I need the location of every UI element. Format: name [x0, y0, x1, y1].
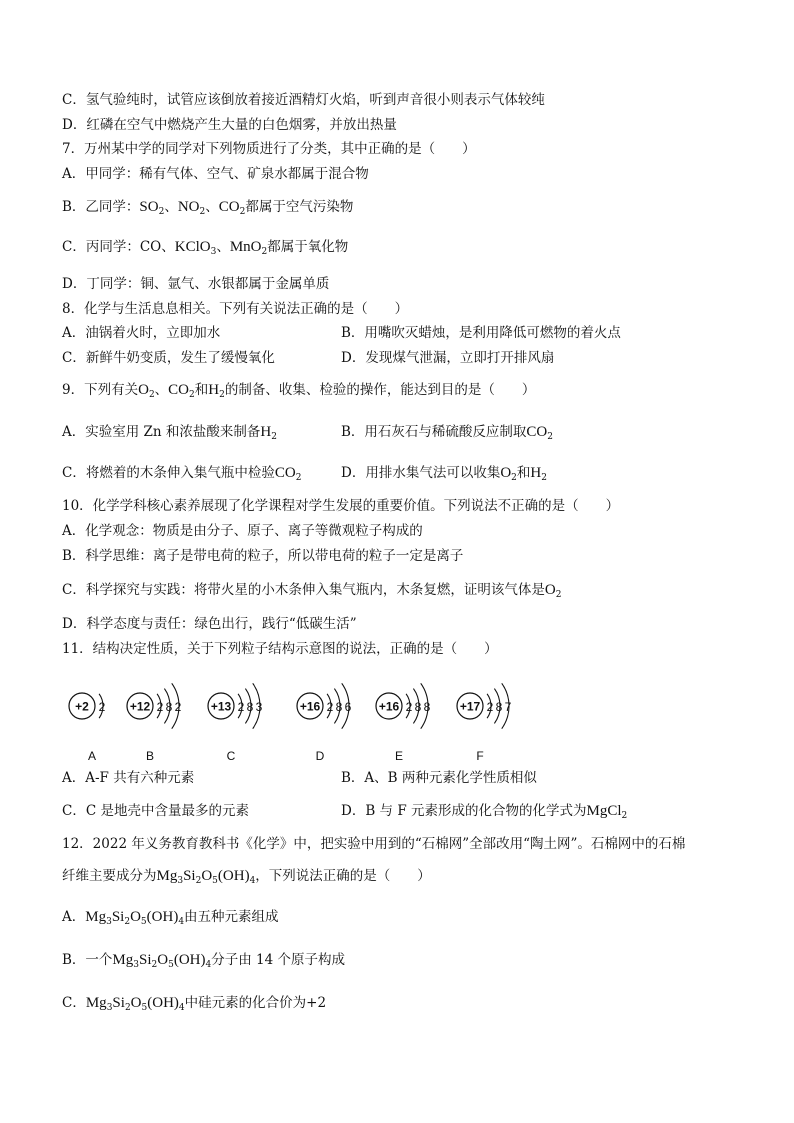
q7-b-formula-1: SO [139, 199, 159, 215]
q11-d-sub: 2 [621, 811, 628, 821]
q9-d-formula-2: H [530, 465, 542, 481]
shell-electron-count: 7 [504, 700, 512, 714]
q9-stem [62, 380, 535, 400]
formula-mg: Mg [85, 909, 107, 925]
q8-option-d: D．发现煤气泄漏，立即打开排风扇 [341, 350, 555, 366]
formula-mg: Mg [156, 868, 178, 884]
q7-option-b [62, 197, 353, 217]
q10-option-d: D．科学态度与责任：绿色出行，践行“低碳生活” [62, 616, 357, 632]
formula-o: O [157, 952, 169, 968]
q9-option-c [62, 463, 301, 483]
q9-option-b [341, 422, 553, 442]
q12-b-prefix: B．一个 [62, 952, 113, 968]
q11-option-a: A．A-F 共有六种元素 [62, 770, 195, 786]
atom-diagram-b [127, 683, 182, 763]
formula-o-count: 5 [168, 960, 174, 970]
formula-oh-count: 4 [205, 960, 212, 970]
atom-diagram-c [208, 683, 263, 763]
atom-diagram-f [457, 683, 512, 763]
q12-c-prefix: C． [62, 995, 86, 1011]
q12-stem-line-2 [62, 866, 431, 886]
formula-mg-count: 3 [177, 876, 184, 886]
q8-option-a: A．油锅着火时，立即加水 [62, 325, 221, 341]
q12-c-suffix: 中硅元素的化合价为+2 [184, 995, 327, 1011]
formula-si-count: 2 [151, 960, 158, 970]
q9-option-a [62, 422, 277, 442]
q9-d-sub-1: 2 [511, 473, 517, 483]
q9-d-sub-2: 2 [541, 473, 547, 483]
q9-d-mid: 和 [516, 465, 531, 481]
q11-option-d [341, 801, 627, 821]
q7-option-d: D．丁同学：铜、氩气、水银都属于金属单质 [62, 276, 330, 292]
q12-formula-b [112, 952, 211, 968]
q7-b-prefix: B．乙同学： [62, 199, 140, 215]
q7-c-sub-1: 3 [210, 247, 217, 257]
q7-c-prefix: C．丙同学：CO、 [62, 239, 175, 255]
formula-o: O [201, 868, 213, 884]
atom-diagram-d [297, 683, 352, 763]
formula-si: Si [139, 952, 152, 968]
q9-sep-1: 、 [154, 382, 169, 398]
q7-b-sub-3: 2 [239, 207, 246, 217]
formula-o-count: 5 [140, 917, 147, 927]
formula-mg-count: 3 [106, 917, 112, 927]
formula-mg: Mg [112, 952, 134, 968]
q8-option-c: C．新鲜牛奶变质，发生了缓慢氧化 [62, 350, 275, 366]
q7-c-sep: 、 [216, 239, 230, 255]
q12-option-a [62, 907, 279, 927]
formula-mg-count: 3 [106, 1003, 113, 1013]
formula-mg: Mg [85, 995, 107, 1011]
atom-label: F [476, 749, 484, 763]
q10-c-sub: 2 [555, 590, 562, 600]
nucleus-charge: +16 [378, 699, 400, 714]
q12-option-b [62, 950, 345, 970]
q7-option-c [62, 237, 348, 257]
q7-b-sep-1: 、 [164, 199, 178, 215]
q7-c-suffix: 都属于氧化物 [267, 239, 349, 255]
q9-formula-o2: O [138, 382, 149, 398]
q9-b-formula: CO [526, 424, 548, 440]
q9-a-sub: 2 [271, 432, 277, 442]
q7-b-sub-1: 2 [158, 207, 165, 217]
q9-c-formula: CO [274, 465, 296, 481]
q9-formula-co2: CO [168, 382, 190, 398]
q9-a-prefix: A．实验室用 Zn 和浓盐酸来制备 [62, 424, 261, 440]
atom-label: D [315, 749, 325, 763]
q9-c-prefix: C．将燃着的木条伸入集气瓶中检验 [62, 465, 275, 481]
q12-option-c [62, 993, 326, 1013]
atom-diagram-a [69, 693, 106, 763]
q7-c-formula-2: MnO [229, 239, 262, 255]
formula-oh-count: 4 [178, 917, 185, 927]
shell-electron-count: 8 [423, 700, 431, 714]
q9-d-formula-1: O [500, 465, 512, 481]
q7-c-sub-2: 2 [261, 247, 268, 257]
q12-formula-a [85, 909, 184, 925]
q7-b-formula-2: NO [177, 199, 200, 215]
shell-electron-count: 2 [486, 700, 494, 714]
q9-formula-h2: H [208, 382, 220, 398]
formula-si-count: 2 [124, 917, 131, 927]
shell-electron-count: 8 [246, 700, 254, 714]
formula-o: O [130, 995, 142, 1011]
q12-stem2-suffix: ，下列说法正确的是（ ） [255, 868, 431, 884]
shell-electron-count: 3 [255, 700, 263, 714]
formula-oh-count: 4 [249, 876, 256, 886]
q9-stem-suffix: 的制备、收集、检验的操作，能达到目的是（ ） [224, 382, 536, 398]
q7-c-formula-1: KClO [174, 239, 211, 255]
atom-label: C [226, 749, 236, 763]
q12-formula-stem [157, 868, 256, 884]
shell-electron-count: 8 [414, 700, 422, 714]
q8-stem: 8．化学与生活息息相关。下列有关说法正确的是（ ） [62, 301, 409, 317]
q7-b-sub-2: 2 [199, 207, 206, 217]
nucleus-charge: +17 [459, 699, 481, 714]
q10-c-formula: O [544, 582, 556, 598]
q10-c-prefix: C．科学探究与实践：将带火星的小木条伸入集气瓶内，木条复燃，证明该气体是 [62, 582, 545, 598]
q11-option-c: C．C 是地壳中含量最多的元素 [62, 803, 249, 819]
formula-o: O [130, 909, 141, 925]
q10-option-a: A．化学观念：物质是由分子、原子、离子等微观粒子构成的 [62, 523, 423, 539]
atom-label: E [394, 749, 404, 763]
atom-label: B [145, 749, 155, 763]
q9-b-sub: 2 [547, 432, 553, 442]
q11-stem: 11．结构决定性质，关于下列粒子结构示意图的说法，正确的是（ ） [62, 641, 498, 657]
formula-oh-count: 4 [178, 1003, 185, 1013]
formula-oh: (OH) [217, 868, 250, 884]
atomic-structure-diagrams [58, 668, 618, 768]
nucleus-charge: +12 [129, 699, 151, 714]
q9-stem-prefix: 9．下列有关 [62, 382, 139, 398]
shell-electron-count: 6 [344, 700, 352, 714]
q9-option-d [341, 463, 547, 483]
formula-si: Si [111, 909, 125, 925]
shell-electron-count: 8 [495, 700, 503, 714]
shell-electron-count: 8 [335, 700, 343, 714]
formula-oh: (OH) [147, 995, 179, 1011]
q12-b-suffix: 分子由 14 个原子构成 [211, 952, 345, 968]
shell-electron-count: 2 [174, 700, 182, 714]
q9-a-formula: H [260, 424, 272, 440]
shell-electron-count: 2 [237, 700, 245, 714]
q11-d-formula: MgCl [586, 803, 622, 819]
q9-sub-1: 2 [148, 390, 155, 400]
q12-stem2-prefix: 纤维主要成分为 [62, 868, 157, 884]
q12-a-suffix: 由五种元素组成 [184, 909, 279, 925]
shell-electron-count: 2 [405, 700, 413, 714]
shell-electron-count: 2 [98, 700, 106, 714]
q7-option-a: A．甲同学：稀有气体、空气、矿泉水都属于混合物 [62, 166, 369, 182]
formula-mg-count: 3 [133, 960, 139, 970]
q9-b-prefix: B．用石灰石与稀硫酸反应制取 [341, 424, 527, 440]
shell-electron-count: 8 [165, 700, 173, 714]
q9-c-sub: 2 [295, 473, 302, 483]
nucleus-charge: +16 [299, 699, 321, 714]
q9-d-prefix: D．用排水集气法可以收集 [341, 465, 501, 481]
shell-electron-count: 2 [326, 700, 334, 714]
q11-option-b: B．A、B 两种元素化学性质相似 [341, 770, 537, 786]
formula-si: Si [183, 868, 196, 884]
q8-option-b: B．用嘴吹灭蜡烛，是利用降低可燃物的着火点 [341, 325, 621, 341]
q10-stem: 10．化学学科核心素养展现了化学课程对学生发展的重要价值。下列说法不正确的是（ ） [62, 498, 620, 514]
nucleus-charge: +13 [210, 699, 232, 714]
q7-b-formula-3: CO [218, 199, 240, 215]
q7-b-sep-2: 、 [205, 199, 219, 215]
q6-option-c: C．氢气验纯时，试管应该倒放着接近酒精灯火焰，听到声音很小则表示气体较纯 [62, 92, 545, 108]
formula-oh: (OH) [173, 952, 206, 968]
nucleus-charge: +2 [75, 699, 89, 714]
q11-d-prefix: D．B 与 F 元素形成的化合物的化学式为 [341, 803, 587, 819]
q10-option-b: B．科学思维：离子是带电荷的粒子，所以带电荷的粒子一定是离子 [62, 548, 464, 564]
q9-sub-3: 2 [219, 390, 225, 400]
q12-stem-line-1: 12．2022 年义务教育教科书《化学》中，把实验中用到的“石棉网”全部改用“陶土网”。石棉网中的石棉 [62, 836, 686, 852]
q10-option-c [62, 580, 561, 600]
atom-diagram-e [376, 683, 431, 763]
q6-option-d: D．红磷在空气中燃烧产生大量的白色烟雾，并放出热量 [62, 117, 397, 133]
atom-label: A [87, 749, 97, 763]
q7-stem: 7．万州某中学的同学对下列物质进行了分类，其中正确的是（ ） [62, 141, 476, 157]
formula-oh: (OH) [146, 909, 179, 925]
q9-sub-2: 2 [189, 390, 195, 400]
q9-sep-2: 和 [194, 382, 209, 398]
q12-formula-c [86, 995, 185, 1011]
formula-si: Si [112, 995, 125, 1011]
formula-si-count: 2 [195, 876, 202, 886]
formula-o-count: 5 [212, 876, 218, 886]
q7-b-suffix: 都属于空气污染物 [245, 199, 354, 215]
formula-si-count: 2 [124, 1003, 131, 1013]
q12-a-prefix: A． [62, 909, 86, 925]
formula-o-count: 5 [141, 1003, 148, 1013]
shell-electron-count: 2 [156, 700, 164, 714]
